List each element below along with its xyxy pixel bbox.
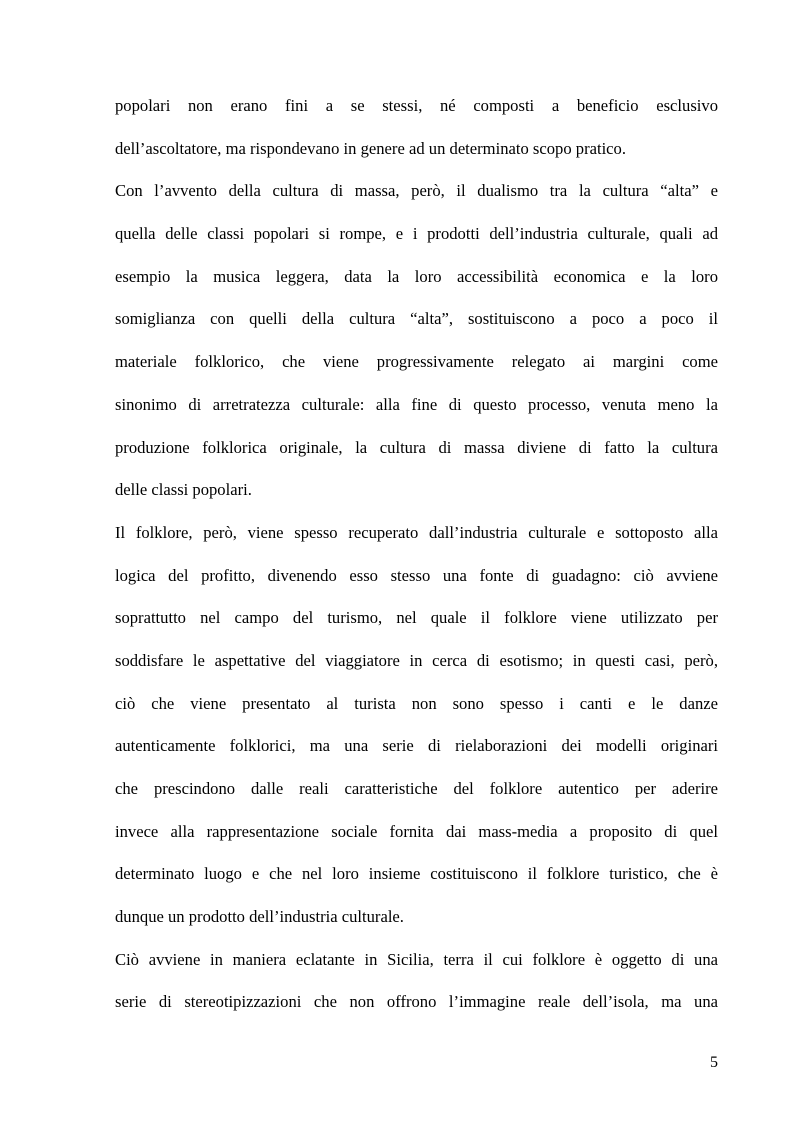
text-line: materiale folklorico, che viene progressivamente relegato ai margini come bbox=[115, 352, 718, 372]
text-line: Ciò avviene in maniera eclatante in Sicilia, terra il cui folklore è oggetto di una bbox=[115, 949, 718, 969]
text-line: quella delle classi popolari si rompe, e i prodotti dell’industria culturale, quali ad bbox=[115, 224, 718, 244]
text-line: ciò che viene presentato al turista non sono spesso i canti e le danze bbox=[115, 693, 718, 713]
text-line: Il folklore, però, viene spesso recuperato dall’industria culturale e sottoposto alla bbox=[115, 522, 718, 542]
text-line: determinato luogo e che nel loro insieme costituiscono il folklore turistico, che è bbox=[115, 864, 718, 884]
text-line: logica del profitto, divenendo esso stesso una fonte di guadagno: ciò avviene bbox=[115, 565, 718, 585]
text-line: somiglianza con quelli della cultura “alta”, sostituiscono a poco a poco il bbox=[115, 309, 718, 329]
text-line: autenticamente folklorici, ma una serie di rielaborazioni dei modelli originari bbox=[115, 736, 718, 756]
text-line: sinonimo di arretratezza culturale: alla fine di questo processo, venuta meno la bbox=[115, 394, 718, 414]
text-line: invece alla rappresentazione sociale fornita dai mass-media a proposito di quel bbox=[115, 821, 718, 841]
text-line: popolari non erano fini a se stessi, né composti a beneficio esclusivo bbox=[115, 96, 718, 115]
page-number: 5 bbox=[710, 1054, 718, 1071]
text-line: soddisfare le aspettative del viaggiatore in cerca di esotismo; in questi casi, però, bbox=[115, 650, 718, 670]
text-line: produzione folklorica originale, la cultura di massa diviene di fatto la cultura bbox=[115, 437, 718, 457]
text-line: soprattutto nel campo del turismo, nel quale il folklore viene utilizzato per bbox=[115, 608, 718, 628]
text-line: Con l’avvento della cultura di massa, però, il dualismo tra la cultura “alta” e bbox=[115, 181, 718, 201]
text-line: dell’ascoltatore, ma rispondevano in genere ad un determinato scopo pratico. bbox=[115, 138, 626, 158]
text-line: esempio la musica leggera, data la loro accessibilità economica e la loro bbox=[115, 266, 718, 286]
body-text bbox=[115, 88, 718, 1027]
text-line: che prescindono dalle reali caratteristiche del folklore autentico per aderire bbox=[115, 779, 718, 798]
text-line: serie di stereotipizzazioni che non offrono l’immagine reale dell’isola, ma una bbox=[115, 992, 718, 1012]
text-line: delle classi popolari. bbox=[115, 480, 252, 500]
text-line: dunque un prodotto dell’industria culturale. bbox=[115, 907, 404, 927]
